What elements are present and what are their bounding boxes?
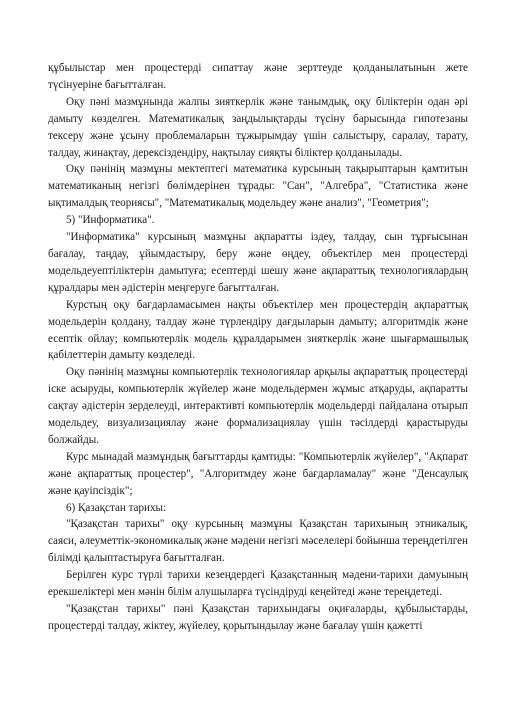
paragraph-12: "Қазақстан тарихы" пәні Қазақстан тарихындағы оқиғаларды, құбылыстарды, процестерді талдау, жіктеу, жүйелеу, қорытындылау және бағалау үшін қажетті <box>48 603 468 632</box>
paragraph-9: 6) Қазақстан тарихы: <box>66 501 167 514</box>
paragraph-4: 5) "Информатика". <box>66 214 155 227</box>
paragraph-2: Оқу пәні мазмұнында жалпы зияткерлік және танымдық, оқу біліктерін одан әрі дамыту көзделген. Математикалық заңдылықтарды түсіну барысында гипотезаны тексеру және ұсыну проблемаларын тұжырымдау үшін салыстыру, саралау, тарату, талдау, жинақтау, дерексіздендіру, нақтылау сияқты біліктер қолданылады. <box>48 95 468 159</box>
paragraph-1: құбылыстар мен процестерді сипаттау және зерттеуде қолданылатынын жете түсінуеріне бағытталған. <box>48 62 468 91</box>
paragraph-5: "Информатика" курсының мазмұны ақпаратты іздеу, талдау, сын тұрғысынан бағалау, таңдау, ұйымдастыру, беру және өңдеу, объектілер мен процестерді модельдеуептіліктерін дамытуға; есептерді шешу және ақпараттық технологиялардың құралдары мен әдістерін меңгеруге бағытталған. <box>48 231 468 294</box>
paragraph-11: Берілген курс түрлі тарихи кезеңдердегі Қазақстанның мәдени-тарихи дамуының ерекшеліктері мен мәнін білім алушыларға түсіндіруді кеңейтеді және тереңдетеді. <box>48 569 468 599</box>
paragraph-7: Оқу пәнінің мазмұны компьютерлік технологиялар арқылы ақпараттық процестерді іске асыруды, компьютерлік жүйелер және модельдермен жұмыс атқаруды, ақпаратты сақтау әдістерін зерделеуді, интерактивті компьютерлік модельдерді пайдалана отырып модельдеу, визуализациялау және формализациялау үшін тәсілдерді қарастыруды болжайды. <box>48 366 468 446</box>
paragraph-8: Курс мынадай мазмұндық бағыттарды қамтиды: "Компьютерлік жүйелер", "Ақпарат және ақпараттық процестер", "Алгоритмдеу және бағдарламалау" және "Денсаулық және қауіпсіздік"; <box>48 450 468 497</box>
paragraph-6: Курстың оқу бағдарламасымен нақты объектілер мен процестердің ақпараттық модельдерін қолдану, талдау және түрлендіру дағдыларын дамыту; алгоритмдік және есептік ойлау; компьютерлік модель құралдарымен зияткерлік және шығармашылық қабілеттерін дамыту көзделеді. <box>48 298 468 362</box>
paragraph-3: Оқу пәнінің мазмұны мектептегі математика курсының тақырыптарын қамтитын математиканың негізгі бөлімдерінен тұрады: "Сан", "Алгебра", "Статистика және ықтималдық теориясы", "Математикалық модельдеу және анализ", "Геометрия"; <box>48 163 468 210</box>
paragraph-10: "Қазақстан тарихы" оқу курсының мазмұны Қазақстан тарихының этникалық, саяси, әлеуметтік-экономикалық және мәдени негізгі мәселелері бойынша тереңдетілген білімді қалыптастыруға бағытталған. <box>48 518 468 565</box>
